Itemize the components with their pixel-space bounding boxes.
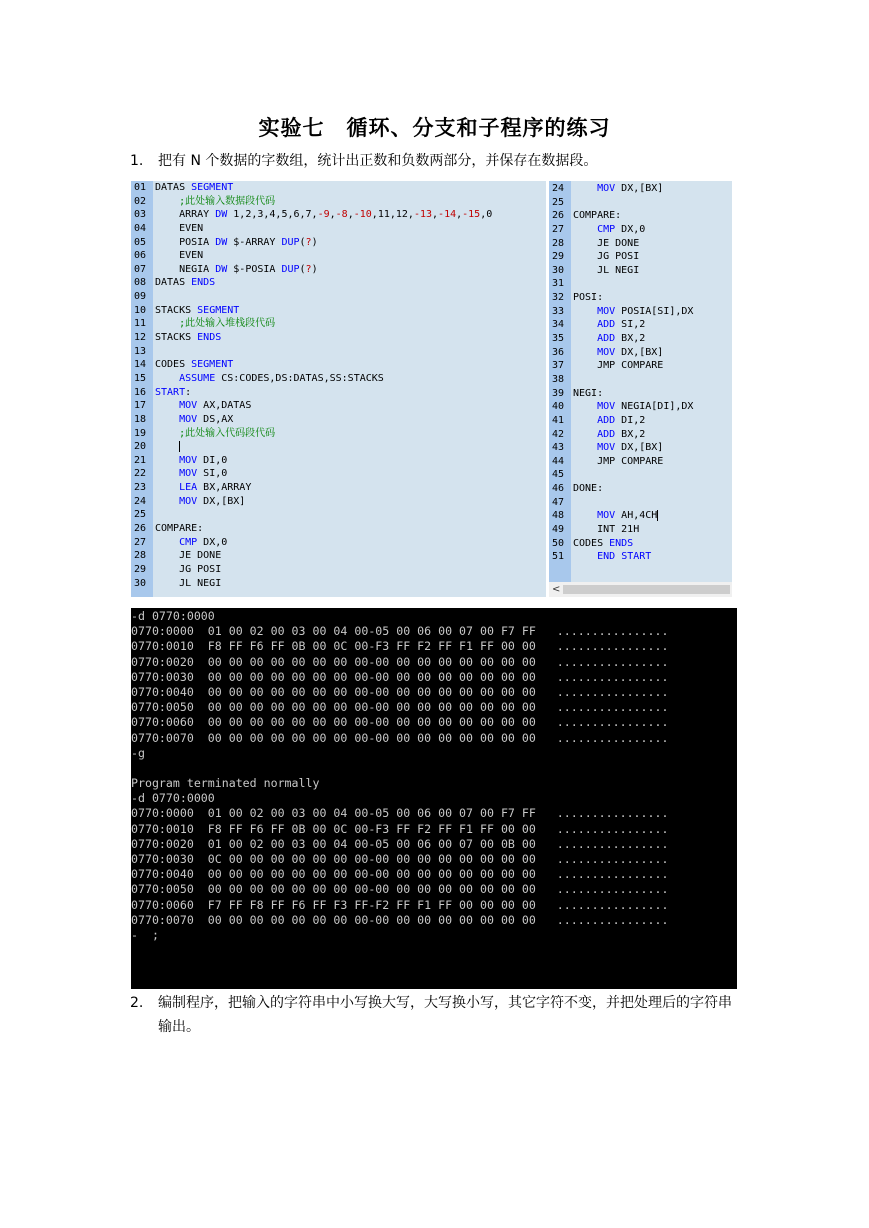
line-number: 04	[134, 222, 147, 234]
code-line[interactable]	[131, 454, 546, 468]
line-number: 39	[552, 387, 565, 399]
code-line[interactable]	[131, 317, 546, 331]
line-number: 30	[552, 264, 565, 276]
line-number: 15	[134, 372, 147, 384]
line-number: 19	[134, 427, 147, 439]
code-line[interactable]	[131, 481, 546, 495]
line-number: 08	[134, 277, 147, 289]
code-text: EVEN	[155, 222, 204, 234]
console-line: 0770:0040 00 00 00 00 00 00 00 00-00 00 00 00 00 00 00 00 ................	[131, 684, 669, 699]
code-line[interactable]	[131, 563, 546, 577]
console-line: 0770:0070 00 00 00 00 00 00 00 00-00 00 00 00 00 00 00 00 ................	[131, 912, 669, 927]
code-text: MOV DS,AX	[179, 413, 234, 425]
code-line[interactable]	[131, 195, 546, 209]
line-number: 12	[134, 332, 147, 344]
code-text: MOV DX,[BX]	[597, 183, 664, 194]
code-line[interactable]	[549, 346, 732, 360]
code-text: POSIA DW $-ARRAY DUP(?)	[155, 236, 318, 248]
editor-pane-left[interactable]	[131, 181, 546, 597]
line-number: 46	[552, 483, 565, 495]
editor-pane-right[interactable]	[549, 181, 732, 582]
code-text: JL NEGI	[155, 577, 222, 589]
line-number: 28	[552, 237, 565, 249]
scroll-left-arrow-icon[interactable]: <	[552, 584, 561, 595]
code-line[interactable]	[549, 223, 732, 237]
line-number: 40	[552, 401, 565, 413]
code-line[interactable]	[549, 277, 732, 291]
code-line[interactable]	[131, 236, 546, 250]
code-line[interactable]	[549, 400, 732, 414]
line-number: 25	[552, 196, 565, 208]
code-text: INT 21H	[573, 524, 640, 536]
code-line[interactable]	[131, 399, 546, 413]
line-number: 26	[552, 210, 565, 222]
line-number: 41	[552, 414, 565, 426]
code-line[interactable]	[131, 495, 546, 509]
console-line: 0770:0050 00 00 00 00 00 00 00 00-00 00 00 00 00 00 00 00 ................	[131, 700, 669, 715]
line-number: 22	[134, 468, 147, 480]
code-line[interactable]	[549, 414, 732, 428]
code-line[interactable]	[549, 237, 732, 251]
line-number: 37	[552, 360, 565, 372]
code-text: NEGIA DW $-POSIA DUP(?)	[155, 263, 318, 275]
code-text: CODES SEGMENT	[155, 359, 234, 371]
code-text: JE DONE	[155, 550, 222, 562]
console-line: Program terminated normally	[131, 776, 320, 791]
line-number: 38	[552, 373, 565, 385]
code-text: MOV AX,DATAS	[179, 400, 252, 412]
console-line: 0770:0070 00 00 00 00 00 00 00 00-00 00 00 00 00 00 00 00 ................	[131, 730, 669, 745]
code-line[interactable]	[131, 290, 546, 304]
console-line: 0770:0040 00 00 00 00 00 00 00 00-00 00 00 00 00 00 00 00 ................	[131, 867, 669, 882]
line-number: 01	[134, 182, 147, 193]
line-number: 05	[134, 236, 147, 248]
code-line[interactable]	[131, 263, 546, 277]
console-output	[131, 609, 668, 943]
console-line: 0770:0010 F8 FF F6 FF 0B 00 0C 00-F3 FF F2 FF F1 FF 00 00 ................	[131, 639, 669, 654]
line-number: 24	[552, 183, 565, 194]
line-number: 07	[134, 263, 147, 275]
code-text: ADD BX,2	[597, 333, 646, 345]
code-text: MOV POSIA[SI],DX	[597, 305, 694, 317]
code-text: MOV DX,[BX]	[179, 495, 246, 507]
code-line[interactable]	[131, 181, 546, 195]
console-line: 0770:0060 F7 FF F8 FF F6 FF F3 FF-F2 FF F1 FF 00 00 00 00 ................	[131, 897, 669, 912]
line-number: 16	[134, 386, 147, 398]
line-number: 18	[134, 413, 147, 425]
line-number: 26	[134, 523, 147, 535]
code-line[interactable]	[549, 537, 732, 551]
code-line[interactable]	[549, 550, 732, 564]
code-line[interactable]	[549, 332, 732, 346]
line-number: 14	[134, 359, 147, 371]
code-line[interactable]	[549, 291, 732, 305]
line-number: 11	[134, 318, 147, 330]
line-number: 36	[552, 346, 565, 358]
console-line: 0770:0010 F8 FF F6 FF 0B 00 0C 00-F3 FF F2 FF F1 FF 00 00 ................	[131, 821, 669, 836]
line-number: 29	[134, 563, 147, 575]
line-number: 27	[552, 223, 565, 235]
code-line[interactable]	[549, 455, 732, 469]
code-line[interactable]	[549, 359, 732, 373]
code-line[interactable]	[549, 441, 732, 455]
code-line[interactable]	[131, 536, 546, 550]
line-number: 23	[134, 482, 147, 494]
code-text: ;此处输入堆栈段代码	[179, 318, 276, 330]
code-text: EVEN	[155, 250, 204, 262]
code-line[interactable]	[131, 222, 546, 236]
code-text: MOV NEGIA[DI],DX	[597, 401, 694, 413]
question-number: 1.	[130, 153, 144, 169]
console-line: -d 0770:0000	[131, 609, 215, 623]
line-number: 48	[552, 510, 565, 522]
code-line[interactable]	[549, 264, 732, 278]
code-line[interactable]	[131, 331, 546, 345]
code-line[interactable]	[131, 276, 546, 290]
code-line[interactable]	[131, 386, 546, 400]
line-number: 43	[552, 442, 565, 454]
code-text	[155, 441, 180, 452]
debug-console-screenshot	[131, 608, 737, 989]
code-line[interactable]	[131, 304, 546, 318]
code-text: ASSUME CS:CODES,DS:DATAS,SS:STACKS	[179, 372, 384, 384]
console-line: 0770:0000 01 00 02 00 03 00 04 00-05 00 06 00 07 00 F7 FF ................	[131, 806, 669, 821]
code-line[interactable]	[131, 508, 546, 522]
question-1	[130, 149, 740, 173]
line-number: 49	[552, 524, 565, 536]
code-text: MOV DI,0	[179, 454, 228, 466]
code-text: JG POSI	[573, 251, 640, 263]
code-text: JG POSI	[155, 563, 222, 575]
line-number: 03	[134, 209, 147, 221]
code-text: MOV DX,[BX]	[597, 346, 664, 358]
code-text: DATAS ENDS	[155, 277, 216, 289]
line-number: 30	[134, 577, 147, 589]
line-number: 02	[134, 195, 147, 207]
line-number: 44	[552, 455, 565, 467]
code-line[interactable]	[131, 413, 546, 427]
code-text: JMP COMPARE	[573, 360, 664, 372]
line-number: 24	[134, 495, 147, 507]
code-text: START:	[155, 386, 192, 398]
code-line[interactable]	[131, 522, 546, 536]
line-number: 47	[552, 496, 565, 508]
code-line[interactable]	[131, 208, 546, 222]
line-number: 31	[552, 278, 565, 290]
question-number: 2.	[130, 995, 144, 1011]
code-text: MOV DX,[BX]	[597, 442, 664, 454]
code-text: LEA BX,ARRAY	[179, 482, 252, 494]
code-line[interactable]	[549, 496, 732, 510]
code-line[interactable]	[131, 372, 546, 386]
code-line[interactable]	[549, 373, 732, 387]
code-line[interactable]	[131, 467, 546, 481]
code-line[interactable]	[549, 305, 732, 319]
line-number: 29	[552, 251, 565, 263]
code-text: CMP DX,0	[179, 536, 228, 548]
code-text: ;此处输入数据段代码	[179, 195, 276, 207]
code-line[interactable]	[131, 427, 546, 441]
code-text: JE DONE	[573, 237, 640, 249]
console-line: 0770:0030 00 00 00 00 00 00 00 00-00 00 00 00 00 00 00 00 ................	[131, 669, 669, 684]
line-number: 34	[552, 319, 565, 331]
code-text: COMPARE:	[573, 210, 622, 222]
code-text: COMPARE:	[155, 523, 204, 535]
code-text: END START	[597, 551, 652, 563]
code-text: JMP COMPARE	[573, 455, 664, 467]
code-line[interactable]	[549, 468, 732, 482]
horizontal-scrollbar[interactable]	[549, 582, 732, 597]
code-text: STACKS SEGMENT	[155, 304, 240, 316]
code-line[interactable]	[549, 196, 732, 210]
console-line: 0770:0000 01 00 02 00 03 00 04 00-05 00 06 00 07 00 F7 FF ................	[131, 624, 669, 639]
code-text: ADD BX,2	[597, 428, 646, 440]
scrollbar-track[interactable]	[563, 585, 730, 594]
line-number: 50	[552, 537, 565, 549]
line-number: 10	[134, 304, 147, 316]
code-line[interactable]	[131, 577, 546, 591]
page-title: 实验七 循环、分支和子程序的练习	[258, 116, 611, 140]
code-line[interactable]	[549, 209, 732, 223]
code-text: CMP DX,0	[597, 223, 646, 235]
line-number: 21	[134, 454, 147, 466]
line-number: 20	[134, 441, 147, 453]
code-line[interactable]	[549, 250, 732, 264]
code-line[interactable]	[549, 509, 732, 523]
line-number: 33	[552, 305, 565, 317]
code-text: POSI:	[573, 292, 604, 304]
code-text: MOV AH,4CH	[597, 510, 658, 522]
code-line[interactable]	[131, 440, 546, 454]
line-number: 25	[134, 509, 147, 521]
question-text: 把有 N 个数据的字数组，统计出正数和负数两部分，并保存在数据段。	[158, 153, 598, 169]
code-line[interactable]	[549, 182, 732, 196]
console-line: - ;	[131, 927, 159, 942]
console-line: 0770:0030 0C 00 00 00 00 00 00 00-00 00 00 00 00 00 00 00 ................	[131, 852, 669, 866]
line-number: 45	[552, 469, 565, 481]
line-number: 13	[134, 345, 147, 357]
question-2	[130, 991, 740, 1039]
code-line[interactable]	[131, 549, 546, 563]
code-lines-left	[131, 181, 546, 590]
code-text: JL NEGI	[573, 264, 640, 276]
code-text: ADD DI,2	[597, 414, 646, 426]
console-line: 0770:0020 01 00 02 00 03 00 04 00-05 00 06 00 07 00 0B 00 ................	[131, 836, 669, 851]
code-text: MOV SI,0	[179, 468, 228, 480]
line-number: 27	[134, 536, 147, 548]
code-line[interactable]	[131, 358, 546, 372]
console-line: -g	[131, 745, 145, 760]
console-line: 0770:0060 00 00 00 00 00 00 00 00-00 00 00 00 00 00 00 00 ................	[131, 715, 669, 730]
code-text: NEGI:	[573, 387, 604, 399]
code-text: ;此处输入代码段代码	[179, 427, 276, 439]
code-line[interactable]	[549, 482, 732, 496]
console-line: 0770:0050 00 00 00 00 00 00 00 00-00 00 00 00 00 00 00 00 ................	[131, 882, 669, 897]
line-number: 32	[552, 292, 565, 304]
code-line[interactable]	[549, 387, 732, 401]
line-number: 09	[134, 291, 147, 303]
line-number: 51	[552, 551, 565, 563]
code-text: DONE:	[573, 483, 604, 495]
question-text: 编制程序，把输入的字符串中小写换大写，大写换小写，其它字符不变，并把处理后的字符串输出。	[158, 995, 732, 1035]
code-text: DATAS SEGMENT	[155, 182, 234, 193]
code-line[interactable]	[549, 428, 732, 442]
code-editor-screenshot	[131, 181, 732, 597]
line-number: 42	[552, 428, 565, 440]
code-lines-right	[549, 182, 732, 564]
code-line[interactable]	[549, 318, 732, 332]
line-number: 35	[552, 333, 565, 345]
line-number: 17	[134, 400, 147, 412]
code-line[interactable]	[549, 523, 732, 537]
code-text: STACKS ENDS	[155, 332, 222, 344]
console-line: 0770:0020 00 00 00 00 00 00 00 00-00 00 00 00 00 00 00 00 ................	[131, 654, 669, 669]
line-number: 06	[134, 250, 147, 262]
console-line: -d 0770:0000	[131, 791, 215, 806]
code-line[interactable]	[131, 249, 546, 263]
code-text: ARRAY DW 1,2,3,4,5,6,7,-9,-8,-10,11,12,-13,-14,-15,0	[155, 209, 493, 221]
line-number: 28	[134, 550, 147, 562]
code-line[interactable]	[131, 345, 546, 359]
code-text: ADD SI,2	[597, 319, 646, 331]
console-line	[131, 761, 668, 776]
code-text: CODES ENDS	[573, 537, 634, 549]
